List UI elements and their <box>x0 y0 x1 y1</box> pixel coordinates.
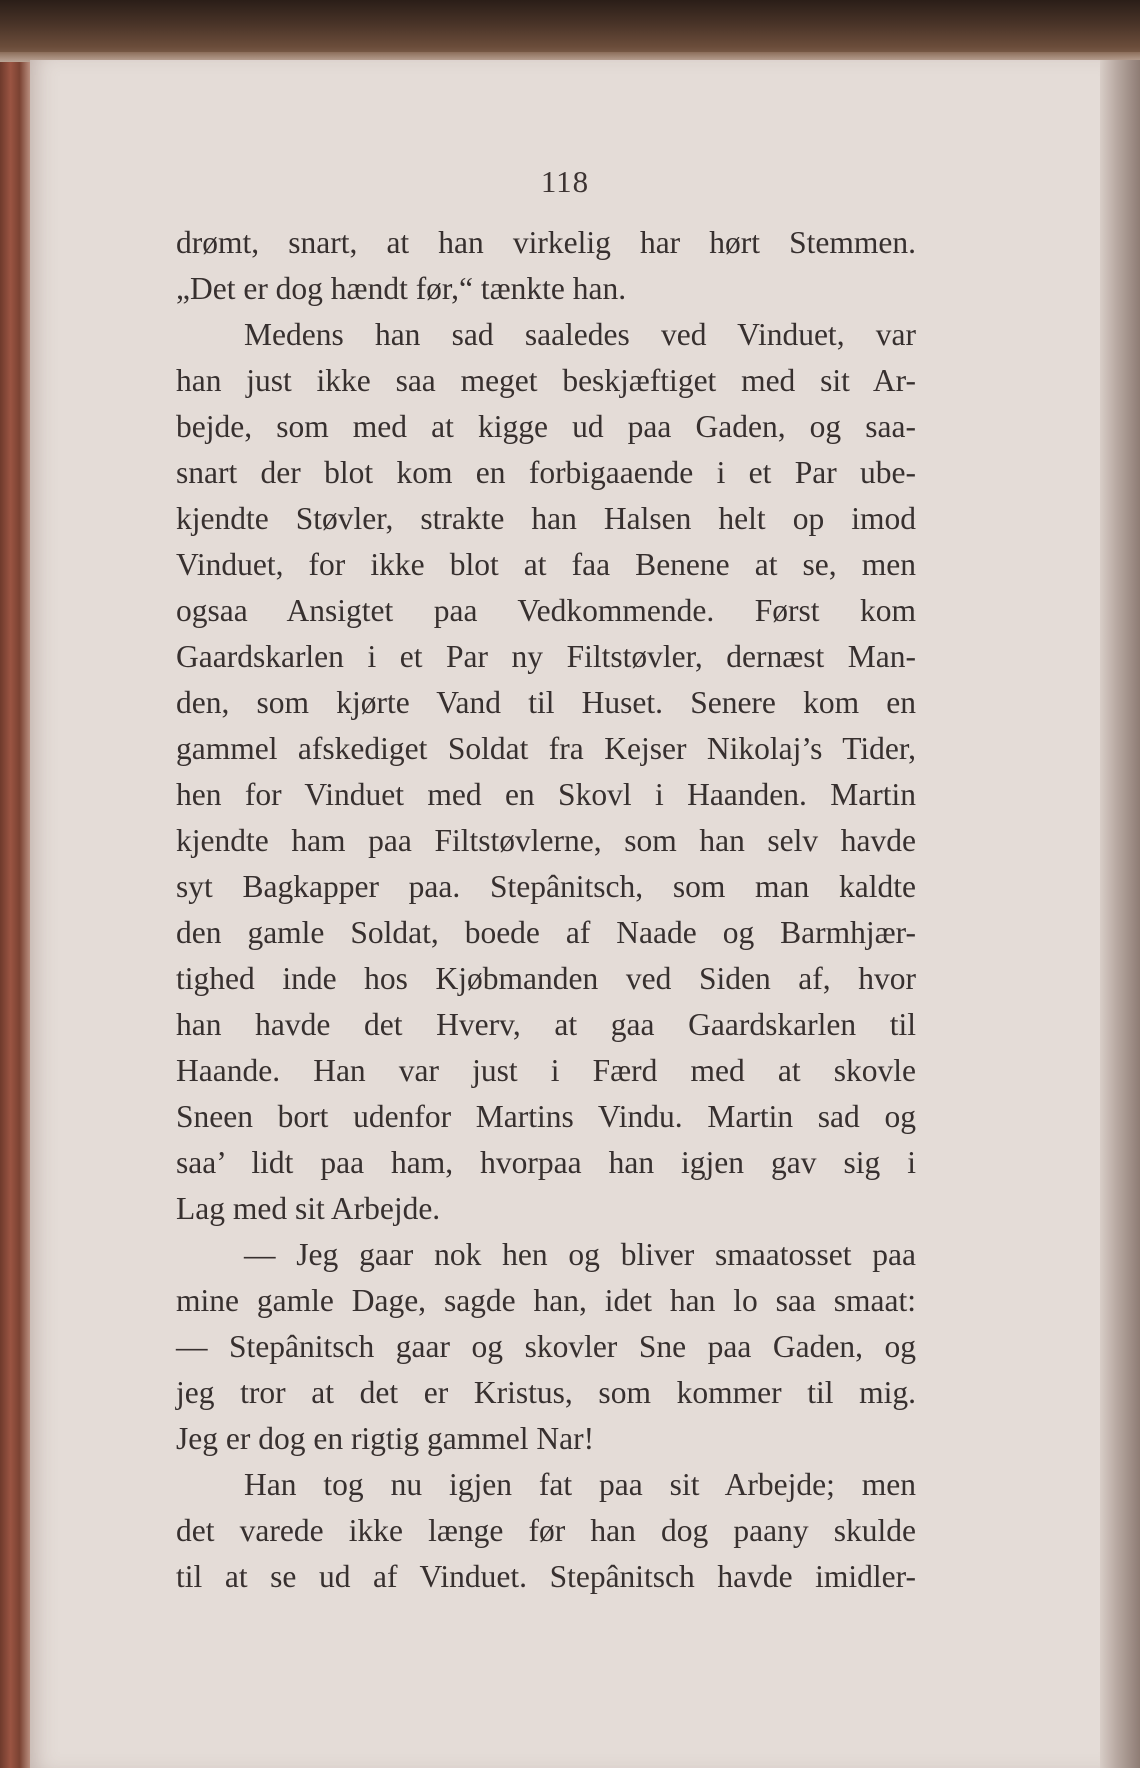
book-page <box>30 60 1100 1768</box>
text-line: kjendte Støvler, strakte han Halsen helt op imod <box>176 501 916 536</box>
text-line: saa’ lidt paa ham, hvorpaa han igjen gav sig i <box>176 1145 916 1180</box>
text-line: snart der blot kom en forbigaaende i et Par ube- <box>176 455 916 490</box>
text-line: jeg tror at det er Kristus, som kommer til mig. <box>176 1375 916 1410</box>
text-line: Gaardskarlen i et Par ny Filtstøvler, dernæst Man- <box>176 639 916 674</box>
text-line: den, som kjørte Vand til Huset. Senere kom en <box>176 685 916 720</box>
text-line: Han tog nu igjen fat paa sit Arbejde; men <box>244 1467 916 1502</box>
text-line: tighed inde hos Kjøbmanden ved Siden af, hvor <box>176 961 916 996</box>
text-line: mine gamle Dage, sagde han, idet han lo saa smaat: <box>176 1283 916 1318</box>
text-line: Medens han sad saaledes ved Vinduet, var <box>244 317 916 352</box>
text-line: det varede ikke længe før han dog paany skulde <box>176 1513 916 1548</box>
text-line: Sneen bort udenfor Martins Vindu. Martin sad og <box>176 1099 916 1134</box>
text-line: den gamle Soldat, boede af Naade og Barmhjær- <box>176 915 916 950</box>
text-line: drømt, snart, at han virkelig har hørt Stemmen. <box>176 225 916 260</box>
text-line: — Jeg gaar nok hen og bliver smaatosset paa <box>244 1237 916 1272</box>
text-line: syt Bagkapper paa. Stepânitsch, som man kaldte <box>176 869 916 904</box>
book-top-edge <box>0 0 1140 62</box>
text-line: — Stepânitsch gaar og skovler Sne paa Gaden, og <box>176 1329 916 1364</box>
text-line: Haande. Han var just i Færd med at skovle <box>176 1053 916 1088</box>
text-line: Vinduet, for ikke blot at faa Benene at se, men <box>176 547 916 582</box>
page-body-text <box>176 220 916 1600</box>
page-number: 118 <box>540 164 590 199</box>
book-spine <box>0 62 30 1768</box>
page-edge-right <box>1100 60 1140 1768</box>
text-line: han havde det Hverv, at gaa Gaardskarlen til <box>176 1007 916 1042</box>
text-line: gammel afskediget Soldat fra Kejser Nikolaj’s Tider, <box>176 731 916 766</box>
text-line: bejde, som med at kigge ud paa Gaden, og saa- <box>176 409 916 444</box>
text-line: ogsaa Ansigtet paa Vedkommende. Først kom <box>176 593 916 628</box>
text-line: „Det er dog hændt før,“ tænkte han. <box>176 271 627 306</box>
text-line: hen for Vinduet med en Skovl i Haanden. Martin <box>176 777 916 812</box>
text-line: han just ikke saa meget beskjæftiget med sit Ar- <box>176 363 916 398</box>
text-line: til at se ud af Vinduet. Stepânitsch havde imidler- <box>176 1559 916 1594</box>
text-line: Lag med sit Arbejde. <box>176 1191 441 1226</box>
text-line: kjendte ham paa Filtstøvlerne, som han selv havde <box>176 823 916 858</box>
text-line: Jeg er dog en rigtig gammel Nar! <box>176 1421 595 1456</box>
